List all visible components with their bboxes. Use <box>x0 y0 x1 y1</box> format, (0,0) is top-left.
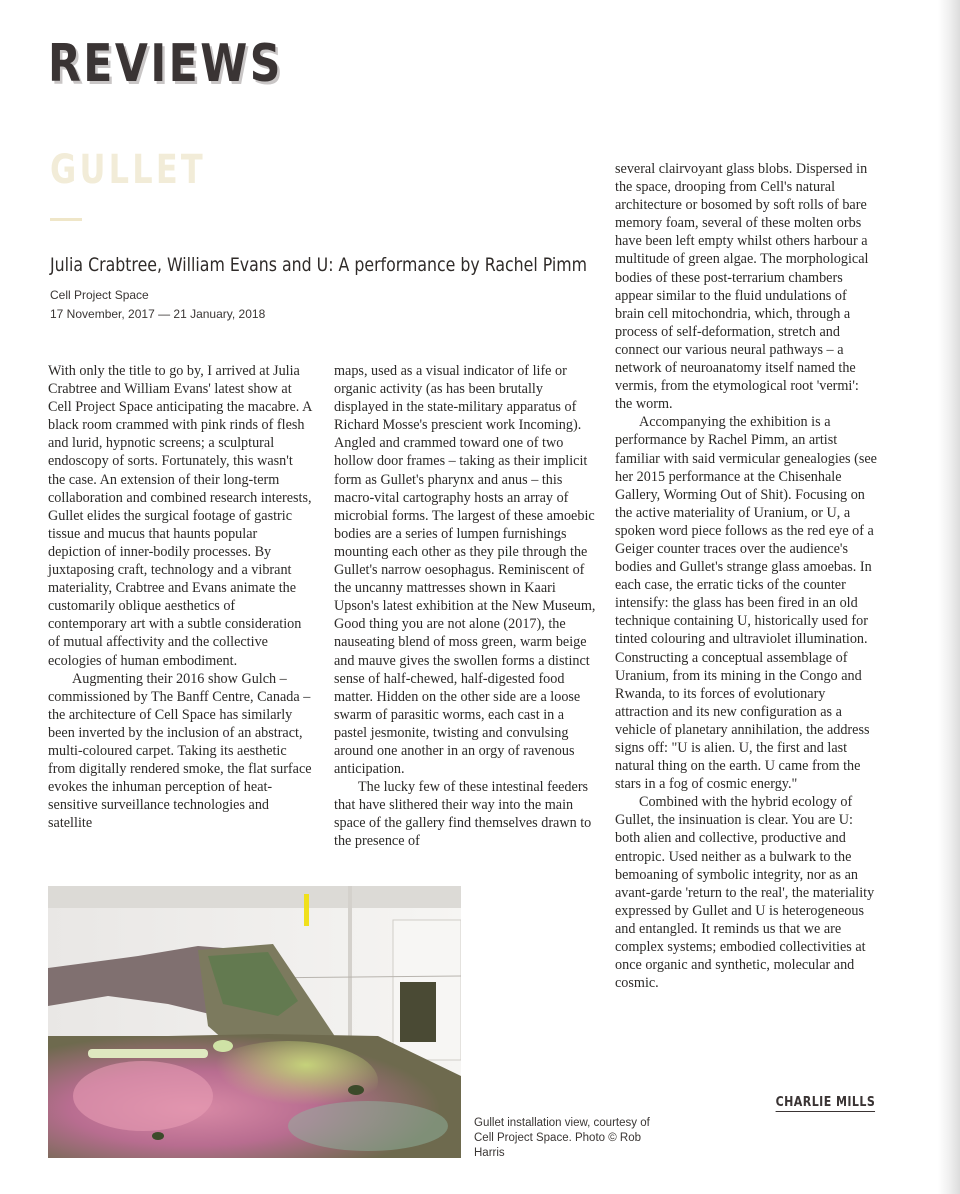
article-subtitle: Julia Crabtree, William Evans and U: A performance by Rachel Pimm <box>50 254 588 276</box>
photo-caption: Gullet installation view, courtesy of Cell Project Space. Photo © Rob Harris <box>474 1117 650 1159</box>
section-heading: REVIEWS <box>48 34 283 94</box>
title-underline <box>50 218 82 221</box>
installation-photo-image <box>48 886 461 1158</box>
text-column-3 <box>615 160 879 992</box>
paragraph: Combined with the hybrid ecology of Gullet, the insinuation is clear. You are U: both alien and collective, productive and entropic. Used neither as a bulwark to the bemoaning of symbolic integrity, nor as an avant-garde 'return to the real', the materiality expressed by Gullet and U is heterogeneous and entangled. It reminds us that we are complex systems; embodied collectivities at once organic and synthetic, molecular and cosmic. <box>615 794 875 992</box>
venue-name: Cell Project Space <box>50 288 149 302</box>
paragraph: maps, used as a visual indicator of life or organic activity (as has been brutally displayed in the state-military apparatus of Richard Mosse's prescient work Incoming). Angled and crammed toward one of two hollow door frames – taking as their implicit form as Gullet's pharynx and anus – this macro-vital cartography hosts an array of microbial forms. The largest of these amoebic bodies are a series of lumpen furnishings mounting each other as they pile through the Gullet's narrow oesophagus. Reminiscent of the uncanny mattresses shown in Kaari Upson's latest exhibition at the New Museum, Good thing you are not alone (2017), the nauseating blend of moss green, warm beige and mauve gives the swollen forms a distinct sense of half-chewed, half-digested food matter. Hidden on the other side are a loose swarm of parasitic worms, each cast in a pastel jesmonite, twisting and convulsing around one another in an orgy of ravenous anticipation. <box>334 363 596 778</box>
paragraph: Accompanying the exhibition is a performance by Rachel Pimm, an artist familiar with said vermicular genealogies (see her 2015 performance at the Chisenhale Gallery, Worming Out of Shit). Focusing on the active materiality of Uranium, or U, a spoken word piece follows as the red eye of a Geiger counter traces over the audience's bodies and Gullet's strange glass amoebas. In each case, the erratic ticks of the counter intensify: the glass has been fired in an old technique containing U, historically used for tinted colouring and ultraviolet illumination. Constructing a conceptual assemblage of Uranium, from its mining in the Congo and Rwanda, to its forces of evolutionary attraction and its new configuration as a vehicle of planetary annihilation, the address signs off: "U is alien. U, the first and last natural thing on the earth. U came from the stars in a fog of cosmic energy." <box>615 414 877 793</box>
text-column-2 <box>334 362 598 851</box>
installation-photo <box>48 886 461 1158</box>
paragraph: several clairvoyant glass blobs. Dispersed in the space, drooping from Cell's natural architecture or bosomed by soft rolls of bare memory foam, several of these molten orbs have been left empty whilst others harbour a multitude of green algae. The morphological bodies of these post-terrarium chambers appear similar to the fluid undulations of brain cell mitochondria, which, through a process of self-deformation, stretch and connect our various neural pathways – a network of neuroanatomy itself named the vermis, from the etymological root 'vermi': the worm. <box>615 161 869 413</box>
page-edge-shadow <box>938 0 960 1194</box>
paragraph: The lucky few of these intestinal feeders that have slithered their way into the main space of the gallery find themselves drawn to the presence of <box>334 779 592 850</box>
author-byline: CHARLIE MILLS <box>775 1095 875 1110</box>
paragraph: Augmenting their 2016 show Gulch – commissioned by The Banff Centre, Canada – the architecture of Cell Space has similarly been inverted by the inclusion of an abstract, multi-coloured carpet. Taking its aesthetic from digitally rendered smoke, the flat surface evokes the inhuman perception of heat-sensitive surveillance technologies and satellite <box>48 670 312 832</box>
exhibition-dates: 17 November, 2017 — 21 January, 2018 <box>50 307 266 321</box>
text-column-1 <box>48 362 312 832</box>
article-title: GULLET <box>50 147 206 193</box>
paragraph: With only the title to go by, I arrived at Julia Crabtree and William Evans' latest show at Cell Project Space anticipating the macabre. A black room crammed with pink rinds of flesh and lurid, hypnotic screens; a sculptural endoscopy of sorts. Fortunately, this wasn't the case. An extension of their long-term collaboration and combined research interests, Gullet elides the surgical footage of gastric tissue and mucus that haunts popular depiction of inner-bodily processes. By juxtaposing craft, technology and a vibrant materiality, Crabtree and Evans animate the customarily oblique aesthetics of contemporary art with a subtle consideration of mutual affectivity and the collective ecologies of human embodiment. <box>48 363 312 669</box>
